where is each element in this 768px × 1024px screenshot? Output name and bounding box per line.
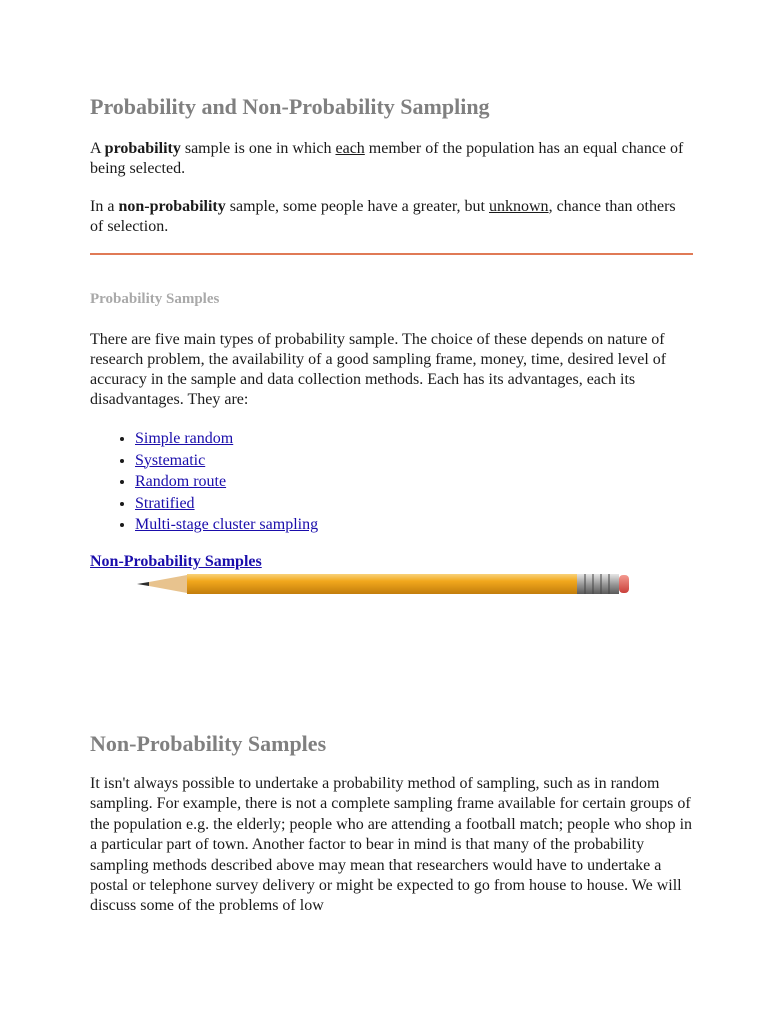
link-random-route[interactable]: Random route bbox=[135, 473, 227, 490]
text-run: sample, some people have a greater, but bbox=[225, 198, 489, 215]
text-run: In a bbox=[90, 198, 119, 215]
link-multi-stage-cluster[interactable]: Multi-stage cluster sampling bbox=[135, 516, 319, 533]
non-probability-samples-body: It isn't always possible to undertake a probability method of sampling, such as in random sampling. For example, there is not a complete sampling frame available for certain groups of the population e.g. the elderly; people who are attending a football match; people who shop in a particular part of town. Another factor to bear in mind is that many of the probability sampling methods described above may mean that researchers would have to undertake a postal or telephone survey delivery or might be expected to go from house to house. We will discuss some of the problems of low bbox=[90, 775, 693, 915]
page-title: Probability and Non-Probability Sampling bbox=[90, 94, 490, 119]
probability-samples-heading: Probability Samples bbox=[90, 291, 220, 307]
underlined-term: unknown bbox=[489, 198, 549, 215]
non-probability-samples-link[interactable]: Non-Probability Samples bbox=[90, 553, 262, 570]
link-simple-random[interactable]: Simple random bbox=[135, 430, 234, 447]
link-systematic[interactable]: Systematic bbox=[135, 451, 206, 469]
list-item bbox=[135, 450, 318, 472]
sample-types-list bbox=[90, 428, 318, 536]
list-item bbox=[135, 471, 318, 493]
non-probability-samples-heading: Non-Probability Samples bbox=[90, 731, 327, 756]
list-item bbox=[135, 514, 318, 536]
bold-term: probability bbox=[104, 140, 181, 157]
text-run: member of the population has an equal chance of being selected. bbox=[90, 140, 684, 177]
text-run: sample is one in which bbox=[180, 140, 336, 157]
underlined-term: each bbox=[335, 140, 365, 157]
bold-term: non-probability bbox=[118, 198, 226, 215]
list-item bbox=[135, 428, 318, 450]
non-probability-definition bbox=[90, 197, 690, 237]
text-run: , chance than others of selection. bbox=[90, 198, 676, 235]
text-run: A bbox=[90, 140, 105, 157]
probability-definition bbox=[90, 139, 690, 179]
section-divider bbox=[90, 253, 693, 255]
probability-samples-body: There are five main types of probability sample. The choice of these depends on nature of research problem, the availability of a good sampling frame, money, time, desired level of accuracy in the sample and data collection methods. Each has its advantages, each its disadvantages. They are: bbox=[90, 331, 667, 408]
link-stratified[interactable]: Stratified bbox=[135, 494, 195, 512]
list-item bbox=[135, 493, 318, 515]
pencil-icon bbox=[137, 568, 631, 600]
